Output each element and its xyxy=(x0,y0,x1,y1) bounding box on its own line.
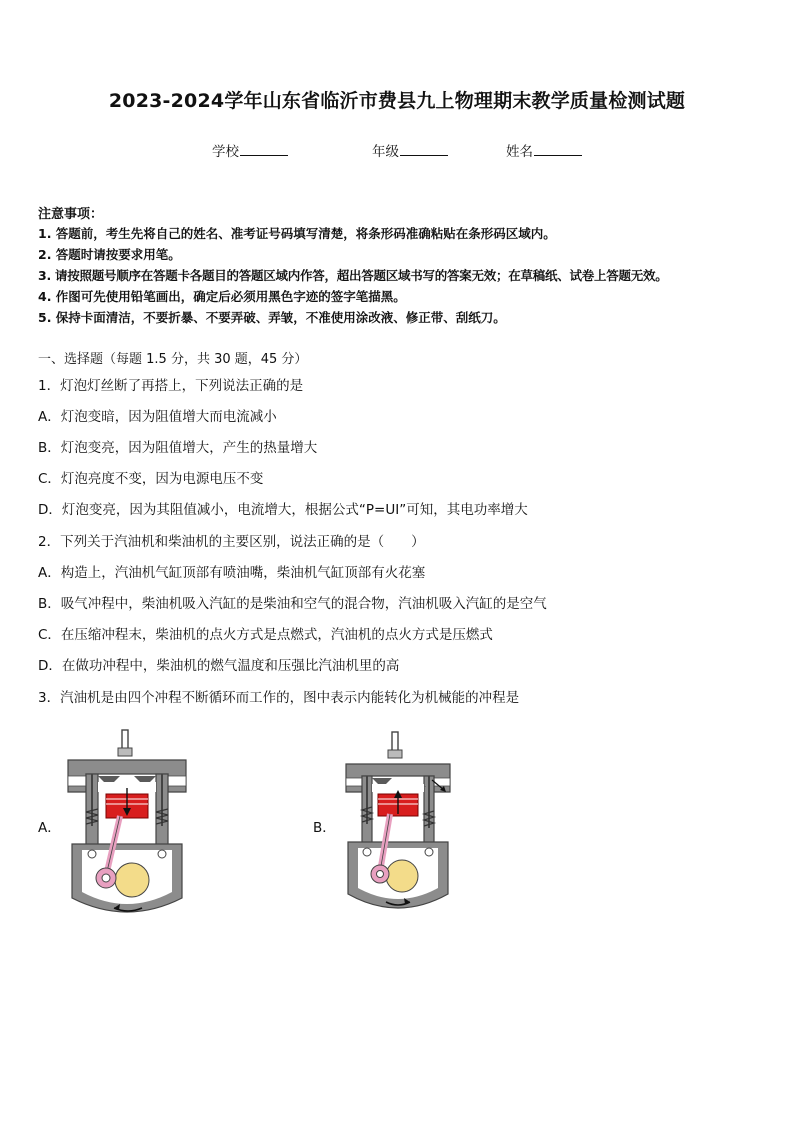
note-item: 1. 答题前，考生先将自己的姓名、准考证号码填写清楚，将条形码准确粘贴在条形码区域内。 xyxy=(38,226,556,241)
notes-title: 注意事项： xyxy=(38,207,104,222)
grade-label: 年级 xyxy=(372,144,399,160)
question-2-option-d: D．在做功冲程中，柴油机的燃气温度和压强比汽油机里的高 xyxy=(38,658,400,674)
figure-a-label: A． xyxy=(38,820,61,836)
school-label: 学校 xyxy=(212,144,239,160)
question-2-option-b: B．吸气冲程中，柴油机吸入汽缸的是柴油和空气的混合物，汽油机吸入汽缸的是空气 xyxy=(38,596,547,612)
engine-diagram-a[interactable] xyxy=(62,726,192,926)
name-field xyxy=(506,140,582,160)
grade-field xyxy=(372,140,448,160)
note-item: 3. 请按照题号顺序在答题卡各题目的答题区域内作答，超出答题区域书写的答案无效；在草稿纸、试卷上答题无效。 xyxy=(38,268,668,283)
question-1-option-c: C．灯泡亮度不变，因为电源电压不变 xyxy=(38,471,264,487)
page-title: 2023-2024学年山东省临沂市费县九上物理期末教学质量检测试题 xyxy=(108,90,686,112)
question-2-option-a: A．构造上，汽油机气缸顶部有喷油嘴，柴油机气缸顶部有火花塞 xyxy=(38,565,426,581)
question-3-stem: 3．汽油机是由四个冲程不断循环而工作的，图中表示内能转化为机械能的冲程是 xyxy=(38,690,520,706)
name-blank[interactable] xyxy=(534,141,582,156)
student-info-row xyxy=(0,140,794,160)
note-item: 5. 保持卡面清洁，不要折暴、不要弄破、弄皱，不准使用涂改液、修正带、刮纸刀。 xyxy=(38,310,506,325)
school-blank[interactable] xyxy=(240,141,288,156)
figure-b-label: B． xyxy=(313,820,336,836)
name-label: 姓名 xyxy=(506,144,533,160)
question-2-stem: 2．下列关于汽油机和柴油机的主要区别，说法正确的是（ ） xyxy=(38,534,425,550)
school-field xyxy=(212,140,288,160)
note-item: 4. 作图可先使用铅笔画出，确定后必须用黑色字迹的签字笔描黑。 xyxy=(38,289,406,304)
engine-diagram-b[interactable] xyxy=(340,730,456,920)
question-1-option-b: B．灯泡变亮，因为阻值增大，产生的热量增大 xyxy=(38,440,318,456)
grade-blank[interactable] xyxy=(400,141,448,156)
question-1-stem: 1．灯泡灯丝断了再搭上，下列说法正确的是 xyxy=(38,378,304,394)
question-1-option-a: A．灯泡变暗，因为阻值增大而电流减小 xyxy=(38,409,277,425)
note-item: 2. 答题时请按要求用笔。 xyxy=(38,247,181,262)
section-heading: 一、选择题（每题 1.5 分，共 30 题，45 分） xyxy=(38,352,308,367)
question-1-option-d: D．灯泡变亮，因为其阻值减小，电流增大，根据公式“P=UI”可知，其电功率增大 xyxy=(38,502,528,518)
question-2-option-c: C．在压缩冲程末，柴油机的点火方式是点燃式，汽油机的点火方式是压燃式 xyxy=(38,627,493,643)
